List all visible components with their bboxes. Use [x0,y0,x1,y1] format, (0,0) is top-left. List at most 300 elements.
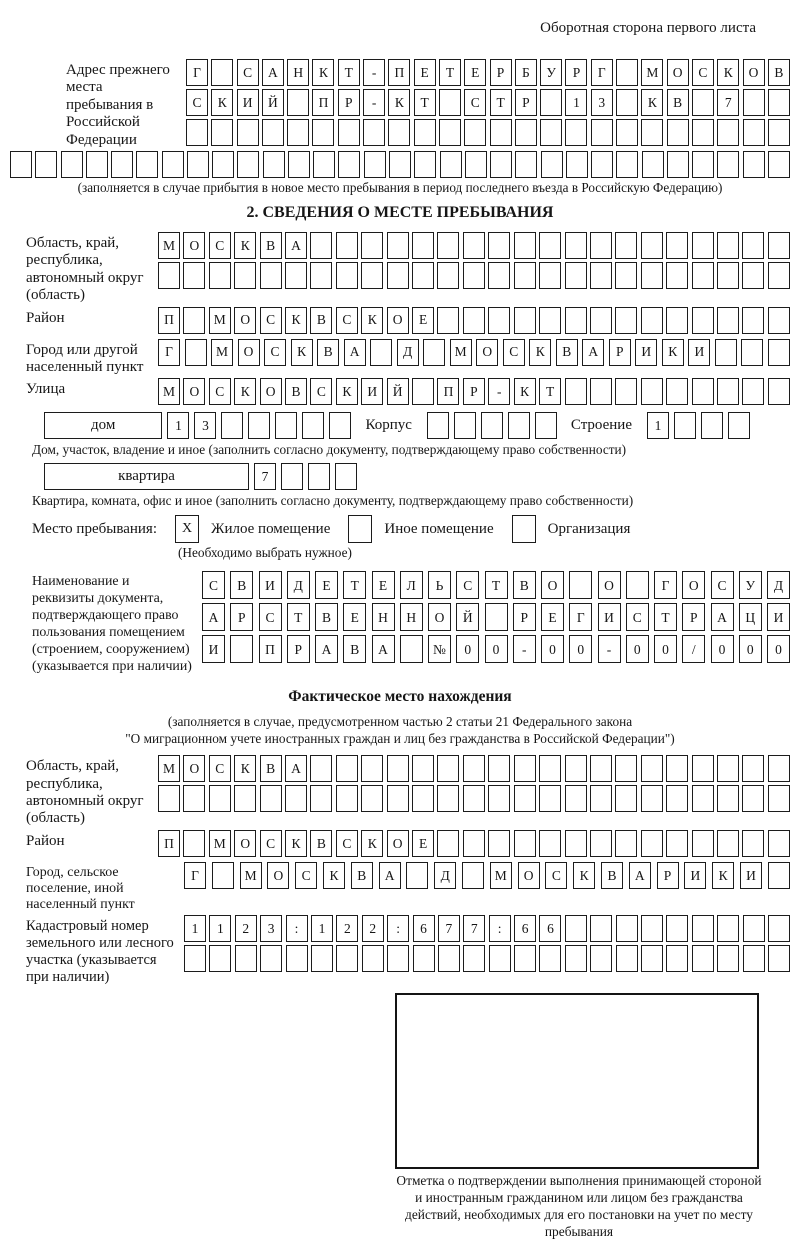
char-box[interactable] [440,151,462,178]
char-box[interactable]: 0 [626,635,649,663]
char-box[interactable] [413,945,435,972]
char-box[interactable]: С [237,59,259,86]
char-box[interactable]: С [336,307,358,334]
char-box[interactable] [488,232,510,259]
char-box[interactable] [437,232,459,259]
char-box[interactable]: М [211,339,233,366]
char-box[interactable]: К [641,89,663,116]
char-box[interactable] [667,151,689,178]
char-box[interactable]: К [285,307,307,334]
char-box[interactable] [481,412,503,439]
char-box[interactable] [230,635,253,663]
char-box[interactable] [260,785,282,812]
char-box[interactable]: С [259,603,282,631]
char-box[interactable]: А [582,339,604,366]
char-box[interactable] [515,151,537,178]
char-box[interactable]: А [285,232,307,259]
char-box[interactable] [541,151,563,178]
char-box[interactable] [162,151,184,178]
char-box[interactable] [439,89,461,116]
char-box[interactable] [237,119,259,146]
char-box[interactable]: 2 [235,915,257,942]
char-box[interactable]: И [767,603,790,631]
char-box[interactable] [768,262,790,289]
char-box[interactable] [185,339,207,366]
char-box[interactable] [717,945,739,972]
char-box[interactable] [666,830,688,857]
char-box[interactable] [281,463,303,490]
char-box[interactable] [616,59,638,86]
char-box[interactable] [641,307,663,334]
char-box[interactable] [187,151,209,178]
char-box[interactable] [406,862,428,889]
char-box[interactable] [591,151,613,178]
char-box[interactable]: С [692,59,714,86]
char-box[interactable]: Д [767,571,790,599]
char-box[interactable] [313,151,335,178]
char-box[interactable] [743,119,765,146]
char-box[interactable] [209,785,231,812]
char-box[interactable] [717,915,739,942]
char-box[interactable] [715,339,737,366]
char-box[interactable]: 1 [209,915,231,942]
char-box[interactable]: С [260,830,282,857]
char-box[interactable] [616,945,638,972]
char-box[interactable] [666,755,688,782]
char-box[interactable]: О [541,571,564,599]
char-box[interactable] [717,785,739,812]
char-box[interactable] [183,830,205,857]
char-box[interactable]: Г [591,59,613,86]
char-box[interactable]: Р [463,378,485,405]
char-box[interactable] [336,262,358,289]
char-box[interactable]: Н [372,603,395,631]
char-box[interactable]: О [234,830,256,857]
char-box[interactable]: 3 [260,915,282,942]
char-box[interactable] [717,119,739,146]
char-box[interactable]: А [711,603,734,631]
char-box[interactable] [539,830,561,857]
char-box[interactable]: В [768,59,790,86]
char-box[interactable] [768,307,790,334]
char-box[interactable] [262,119,284,146]
char-box[interactable] [768,755,790,782]
char-box[interactable] [565,915,587,942]
char-box[interactable]: И [202,635,225,663]
char-box[interactable] [465,151,487,178]
char-box[interactable] [412,232,434,259]
char-box[interactable] [742,830,764,857]
char-box[interactable]: А [285,755,307,782]
char-box[interactable]: Р [682,603,705,631]
char-box[interactable] [335,463,357,490]
char-box[interactable] [338,151,360,178]
char-box[interactable]: О [238,339,260,366]
char-box[interactable]: 1 [311,915,333,942]
char-box[interactable] [312,119,334,146]
char-box[interactable] [615,755,637,782]
char-box[interactable] [310,262,332,289]
char-box[interactable] [308,463,330,490]
char-box[interactable] [260,945,282,972]
char-box[interactable] [184,945,206,972]
char-box[interactable] [641,262,663,289]
char-box[interactable]: О [387,830,409,857]
char-box[interactable]: О [682,571,705,599]
char-box[interactable]: А [372,635,395,663]
char-box[interactable] [310,232,332,259]
char-box[interactable]: С [295,862,317,889]
char-box[interactable]: С [464,89,486,116]
char-box[interactable]: Р [513,603,536,631]
char-box[interactable]: О [598,571,621,599]
char-box[interactable] [463,262,485,289]
char-box[interactable] [641,232,663,259]
char-box[interactable]: М [209,307,231,334]
char-box[interactable] [692,830,714,857]
char-box[interactable] [692,945,714,972]
char-box[interactable]: Й [456,603,479,631]
char-box[interactable] [412,785,434,812]
char-box[interactable] [412,755,434,782]
char-box[interactable]: 1 [647,412,669,439]
char-box[interactable]: Д [434,862,456,889]
char-box[interactable] [361,785,383,812]
char-box[interactable] [310,785,332,812]
char-box[interactable] [666,232,688,259]
checkbox-inoe-pomeshchenie[interactable] [348,515,372,543]
char-box[interactable] [211,59,233,86]
char-box[interactable]: - [363,59,385,86]
char-box[interactable] [275,412,297,439]
char-box[interactable] [438,945,460,972]
char-box[interactable] [692,755,714,782]
char-box[interactable]: 2 [362,915,384,942]
char-box[interactable] [692,378,714,405]
char-box[interactable] [615,378,637,405]
char-box[interactable] [565,945,587,972]
char-box[interactable]: К [312,59,334,86]
char-box[interactable]: М [158,378,180,405]
char-box[interactable]: В [556,339,578,366]
char-box[interactable] [302,412,324,439]
char-box[interactable]: С [264,339,286,366]
char-box[interactable] [514,262,536,289]
char-box[interactable]: О [183,232,205,259]
char-box[interactable] [641,119,663,146]
char-box[interactable] [209,262,231,289]
char-box[interactable]: 7 [717,89,739,116]
char-box[interactable] [515,119,537,146]
char-box[interactable] [565,830,587,857]
char-box[interactable]: 2 [336,915,358,942]
char-box[interactable]: С [503,339,525,366]
char-box[interactable] [742,785,764,812]
char-box[interactable] [263,151,285,178]
char-box[interactable]: П [259,635,282,663]
char-box[interactable]: Д [287,571,310,599]
char-box[interactable] [362,945,384,972]
char-box[interactable] [539,785,561,812]
char-box[interactable]: С [336,830,358,857]
char-box[interactable] [412,262,434,289]
char-box[interactable] [540,119,562,146]
char-box[interactable] [692,89,714,116]
char-box[interactable]: С [456,571,479,599]
char-box[interactable] [616,89,638,116]
char-box[interactable]: О [260,378,282,405]
char-box[interactable]: Е [464,59,486,86]
char-box[interactable] [490,151,512,178]
char-box[interactable]: О [267,862,289,889]
char-box[interactable] [387,755,409,782]
char-box[interactable] [463,232,485,259]
char-box[interactable] [667,119,689,146]
char-box[interactable]: Т [343,571,366,599]
char-box[interactable] [361,755,383,782]
char-box[interactable]: С [202,571,225,599]
char-box[interactable]: С [209,232,231,259]
char-box[interactable]: 0 [541,635,564,663]
char-box[interactable]: С [260,307,282,334]
char-box[interactable]: В [315,603,338,631]
char-box[interactable] [287,89,309,116]
char-box[interactable] [692,119,714,146]
char-box[interactable] [641,755,663,782]
char-box[interactable]: В [230,571,253,599]
char-box[interactable] [565,262,587,289]
char-box[interactable] [616,915,638,942]
char-box[interactable] [427,412,449,439]
char-box[interactable]: 0 [456,635,479,663]
char-box[interactable] [183,307,205,334]
char-box[interactable]: И [688,339,710,366]
char-box[interactable]: 1 [184,915,206,942]
char-box[interactable]: В [351,862,373,889]
char-box[interactable] [590,915,612,942]
char-box[interactable] [666,378,688,405]
char-box[interactable]: К [234,232,256,259]
char-box[interactable]: 7 [463,915,485,942]
char-box[interactable]: П [158,307,180,334]
char-box[interactable]: К [336,378,358,405]
char-box[interactable] [666,262,688,289]
char-box[interactable]: Б [515,59,537,86]
char-box[interactable]: О [667,59,689,86]
char-box[interactable]: О [428,603,451,631]
char-box[interactable]: 3 [194,412,216,439]
char-box[interactable] [336,232,358,259]
char-box[interactable] [692,307,714,334]
char-box[interactable] [423,339,445,366]
char-box[interactable] [717,378,739,405]
char-box[interactable]: Р [515,89,537,116]
char-box[interactable]: С [186,89,208,116]
char-box[interactable]: Й [262,89,284,116]
char-box[interactable] [387,785,409,812]
char-box[interactable]: Г [158,339,180,366]
char-box[interactable]: В [343,635,366,663]
char-box[interactable] [540,89,562,116]
char-box[interactable]: В [601,862,623,889]
char-box[interactable] [414,119,436,146]
char-box[interactable]: 1 [565,89,587,116]
char-box[interactable]: М [209,830,231,857]
char-box[interactable] [10,151,32,178]
char-box[interactable] [248,412,270,439]
char-box[interactable]: Р [230,603,253,631]
char-box[interactable]: К [529,339,551,366]
char-box[interactable]: 7 [438,915,460,942]
char-box[interactable] [488,262,510,289]
char-box[interactable] [539,232,561,259]
char-box[interactable] [539,755,561,782]
char-box[interactable] [692,785,714,812]
char-box[interactable] [186,119,208,146]
char-box[interactable]: В [260,232,282,259]
char-box[interactable] [508,412,530,439]
char-box[interactable]: 3 [591,89,613,116]
char-box[interactable]: П [158,830,180,857]
char-box[interactable]: У [540,59,562,86]
char-box[interactable] [692,151,714,178]
char-box[interactable] [454,412,476,439]
char-box[interactable]: 0 [711,635,734,663]
char-box[interactable]: С [209,755,231,782]
char-box[interactable] [464,119,486,146]
char-box[interactable]: П [312,89,334,116]
char-box[interactable]: Й [387,378,409,405]
char-box[interactable] [514,785,536,812]
char-box[interactable] [287,119,309,146]
char-box[interactable] [437,262,459,289]
char-box[interactable] [489,945,511,972]
char-box[interactable]: К [388,89,410,116]
char-box[interactable] [514,830,536,857]
char-box[interactable] [363,119,385,146]
char-box[interactable]: 0 [767,635,790,663]
char-box[interactable]: / [682,635,705,663]
char-box[interactable] [463,785,485,812]
char-box[interactable] [768,89,790,116]
char-box[interactable] [285,785,307,812]
char-box[interactable] [565,785,587,812]
char-box[interactable] [61,151,83,178]
char-box[interactable] [285,262,307,289]
char-box[interactable] [565,378,587,405]
char-box[interactable] [311,945,333,972]
char-box[interactable] [768,785,790,812]
checkbox-organizatsiya[interactable] [512,515,536,543]
char-box[interactable]: Р [565,59,587,86]
char-box[interactable] [237,151,259,178]
char-box[interactable] [389,151,411,178]
char-box[interactable] [666,945,688,972]
char-box[interactable] [488,830,510,857]
char-box[interactable]: Н [400,603,423,631]
char-box[interactable] [591,119,613,146]
char-box[interactable]: К [573,862,595,889]
char-box[interactable]: О [743,59,765,86]
char-box[interactable]: У [739,571,762,599]
char-box[interactable]: : [387,915,409,942]
char-box[interactable] [364,151,386,178]
char-box[interactable]: Т [654,603,677,631]
char-box[interactable] [212,151,234,178]
char-box[interactable] [590,307,612,334]
char-box[interactable]: Т [287,603,310,631]
char-box[interactable]: Е [372,571,395,599]
char-box[interactable] [666,785,688,812]
char-box[interactable]: К [361,307,383,334]
char-box[interactable] [742,307,764,334]
checkbox-zhiloe-pomeshchenie[interactable]: X [175,515,199,543]
char-box[interactable] [742,232,764,259]
char-box[interactable] [183,262,205,289]
char-box[interactable] [412,378,434,405]
char-box[interactable] [329,412,351,439]
char-box[interactable]: И [237,89,259,116]
char-box[interactable]: - [488,378,510,405]
char-box[interactable]: К [211,89,233,116]
char-box[interactable] [641,830,663,857]
char-box[interactable]: Н [287,59,309,86]
char-box[interactable] [674,412,696,439]
char-box[interactable]: И [361,378,383,405]
char-box[interactable]: 0 [485,635,508,663]
char-box[interactable]: - [363,89,385,116]
char-box[interactable] [414,151,436,178]
char-box[interactable]: Р [609,339,631,366]
char-box[interactable] [86,151,108,178]
char-box[interactable]: К [285,830,307,857]
char-box[interactable]: В [667,89,689,116]
char-box[interactable] [717,262,739,289]
char-box[interactable]: Е [412,307,434,334]
char-box[interactable] [234,785,256,812]
char-box[interactable]: А [315,635,338,663]
char-box[interactable]: В [260,755,282,782]
char-box[interactable]: О [387,307,409,334]
char-box[interactable] [641,945,663,972]
char-box[interactable] [768,915,790,942]
char-box[interactable] [463,307,485,334]
char-box[interactable]: П [388,59,410,86]
char-box[interactable]: Т [490,89,512,116]
char-box[interactable] [463,945,485,972]
char-box[interactable]: Е [343,603,366,631]
char-box[interactable] [288,151,310,178]
char-box[interactable]: Т [539,378,561,405]
char-box[interactable] [488,755,510,782]
char-box[interactable]: 1 [167,412,189,439]
char-box[interactable]: К [323,862,345,889]
char-box[interactable] [388,119,410,146]
char-box[interactable]: Г [569,603,592,631]
char-box[interactable] [616,119,638,146]
char-box[interactable] [338,119,360,146]
char-box[interactable] [642,151,664,178]
char-box[interactable] [666,307,688,334]
char-box[interactable] [590,262,612,289]
char-box[interactable]: Г [186,59,208,86]
char-box[interactable]: 6 [413,915,435,942]
char-box[interactable] [183,785,205,812]
char-box[interactable] [462,862,484,889]
char-box[interactable] [590,785,612,812]
char-box[interactable] [260,262,282,289]
char-box[interactable] [212,862,234,889]
